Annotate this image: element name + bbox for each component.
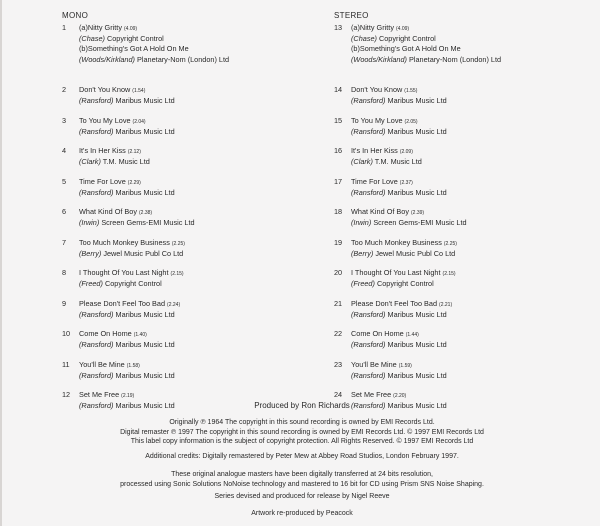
- composer: (Berry): [351, 248, 374, 258]
- track-duration: (2.39): [411, 210, 425, 216]
- artwork-credit: Artwork re-produced by Peacock: [251, 510, 353, 517]
- track-title: You'll Be Mine: [79, 359, 125, 369]
- track-22: [334, 329, 584, 360]
- track-title: It's In Her Kiss: [79, 146, 126, 155]
- track-duration: (2.05): [404, 118, 418, 125]
- track-number: 20: [334, 268, 343, 277]
- track-title: Set Me Free: [351, 390, 392, 399]
- composer: (Clark): [351, 157, 373, 167]
- composer: (Irwin): [79, 218, 100, 228]
- track-duration: (2.37): [399, 179, 413, 186]
- track-title: What Kind Of Boy: [351, 207, 409, 216]
- track-duration: (2.20): [393, 393, 407, 399]
- publisher: Jewel Music Publ Co Ltd: [103, 248, 184, 258]
- publisher: Maribus Music Ltd: [387, 309, 447, 319]
- composer: (Ransford): [79, 309, 114, 319]
- track-21: [334, 299, 584, 330]
- composer: (Ransford): [351, 96, 386, 106]
- track-number: 12: [62, 390, 71, 399]
- producer-credit: Produced by Ron Richards: [254, 401, 350, 410]
- track-18: [334, 207, 584, 238]
- mono-heading: MONO: [62, 11, 89, 20]
- track-1: [62, 23, 312, 85]
- track-title-b: (b)Something's Got A Hold On Me: [79, 44, 189, 54]
- track-duration: (2.21): [439, 301, 453, 308]
- additional-credits: Additional credits: Digitally remastered by Peter Mew at Abbey Road Studios, London February 1997.: [145, 453, 459, 460]
- track-title: Please Don't Feel Too Bad: [79, 298, 166, 308]
- track-4: [62, 146, 312, 177]
- track-number: 22: [334, 329, 343, 338]
- composer: (Ransford): [351, 126, 386, 136]
- track-title: To You My Love: [351, 115, 403, 125]
- stereo-column: [334, 10, 584, 421]
- track-title: (a)Nitty Gritty: [79, 23, 122, 32]
- publisher: Maribus Music Ltd: [115, 309, 175, 319]
- mastering-line: processed using Sonic Solutions NoNoise technology and mastered to 16 bit for CD using Prism SNS Noise Shaping.: [120, 480, 484, 488]
- publisher: Copyright Control: [376, 279, 434, 289]
- track-title-b: (b)Something's Got A Hold On Me: [351, 44, 461, 54]
- track-duration: (2.04): [132, 118, 146, 125]
- track-title: Don't You Know: [351, 85, 403, 94]
- copyright-line: This label copy information is the subject of copyright protection. All Rights Reserved. © 1997 EMI Records Ltd: [130, 438, 474, 446]
- track-10: [62, 329, 312, 360]
- track-duration: (2.15): [170, 271, 184, 277]
- track-duration: (2.12): [127, 149, 141, 155]
- track-duration: (2.09): [399, 149, 413, 155]
- track-number: 3: [62, 115, 67, 125]
- track-7: [62, 238, 312, 269]
- track-title: Time For Love: [79, 176, 126, 186]
- publisher-b: Planetary-Nom (London) Ltd: [137, 54, 230, 64]
- track-number: 21: [334, 298, 343, 308]
- track-duration: (1.55): [404, 88, 418, 94]
- composer: (Ransford): [79, 401, 114, 411]
- publisher: Copyright Control: [378, 34, 436, 44]
- composer-b: (Woods/Kirkland): [351, 54, 407, 64]
- composer: (Clark): [79, 157, 101, 167]
- track-title: Too Much Monkey Business: [79, 237, 170, 247]
- track-title: I Thought Of You Last Night: [79, 268, 169, 277]
- track-8: [62, 268, 312, 299]
- track-number: 8: [62, 268, 67, 277]
- track-number: 19: [334, 237, 343, 247]
- track-number: 4: [62, 146, 67, 155]
- track-duration: (2.38): [139, 210, 153, 216]
- stereo-heading: STEREO: [334, 11, 369, 20]
- publisher: Maribus Music Ltd: [387, 126, 447, 136]
- track-number: 10: [62, 329, 71, 338]
- publisher: Jewel Music Publ Co Ltd: [375, 248, 456, 258]
- track-title: To You My Love: [79, 115, 131, 125]
- track-title: It's In Her Kiss: [351, 146, 398, 155]
- track-duration: (2.25): [443, 240, 457, 247]
- track-duration: (2.25): [171, 240, 185, 247]
- publisher: T.M. Music Ltd: [102, 157, 150, 167]
- track-title: Come On Home: [351, 329, 404, 338]
- track-13: [334, 23, 584, 85]
- publisher: Copyright Control: [104, 279, 162, 289]
- publisher: T.M. Music Ltd: [374, 157, 422, 167]
- track-number: 23: [334, 359, 343, 369]
- track-20: [334, 268, 584, 299]
- publisher: Maribus Music Ltd: [387, 401, 447, 411]
- track-16: [334, 146, 584, 177]
- composer: (Freed): [79, 279, 103, 289]
- copyright-line: Originally ℗ 1964 The copyright in this sound recording is owned by EMI Records Ltd.: [169, 419, 435, 426]
- track-title: You'll Be Mine: [351, 359, 397, 369]
- composer: (Ransford): [79, 340, 114, 350]
- mono-column: [62, 10, 312, 421]
- composer: (Chase): [351, 34, 377, 44]
- publisher: Maribus Music Ltd: [115, 401, 175, 411]
- track-number: 2: [62, 85, 67, 94]
- track-title: Time For Love: [351, 176, 398, 186]
- publisher: Maribus Music Ltd: [115, 187, 175, 197]
- publisher: Copyright Control: [106, 34, 164, 44]
- track-5: [62, 177, 312, 208]
- track-17: [334, 177, 584, 208]
- composer: (Ransford): [79, 370, 114, 380]
- track-title: Set Me Free: [79, 390, 120, 399]
- track-14: [334, 85, 584, 116]
- composer-b: (Woods/Kirkland): [79, 54, 135, 64]
- track-duration: (2.19): [121, 393, 135, 399]
- track-number: 13: [334, 23, 343, 32]
- track-duration: (1.54): [132, 88, 146, 94]
- track-duration: (2.29): [127, 179, 141, 186]
- track-23: [334, 360, 584, 391]
- track-title: What Kind Of Boy: [79, 207, 137, 216]
- track-title: Too Much Monkey Business: [351, 237, 442, 247]
- mastering-line: These original analogue masters have been digitally transferred at 24 bits resolution,: [171, 471, 433, 478]
- track-duration: (4.09): [123, 26, 138, 32]
- publisher-b: Planetary-Nom (London) Ltd: [409, 54, 502, 64]
- publisher: Screen Gems-EMI Music Ltd: [101, 218, 195, 228]
- track-number: 16: [334, 146, 343, 155]
- track-number: 17: [334, 176, 343, 186]
- publisher: Maribus Music Ltd: [115, 126, 175, 136]
- track-title: Come On Home: [79, 329, 132, 338]
- composer: (Ransford): [79, 187, 114, 197]
- track-duration: (2.24): [167, 301, 181, 308]
- track-3: [62, 116, 312, 147]
- publisher: Maribus Music Ltd: [387, 96, 447, 106]
- publisher: Maribus Music Ltd: [387, 340, 447, 350]
- composer: (Ransford): [351, 187, 386, 197]
- track-duration: (1.40): [133, 332, 147, 338]
- copyright-notice: [2, 418, 600, 447]
- composer: (Freed): [351, 279, 375, 289]
- copyright-line: Digital remaster ℗ 1997 The copyright in this sound recording is owned by EMI Records Ltd. © 1997 EMI Records Ltd: [120, 428, 484, 436]
- composer: (Irwin): [351, 218, 372, 228]
- track-title: (a)Nitty Gritty: [351, 23, 394, 32]
- track-number: 24: [334, 390, 343, 399]
- publisher: Maribus Music Ltd: [387, 187, 447, 197]
- track-number: 9: [62, 298, 67, 308]
- track-title: I Thought Of You Last Night: [351, 268, 441, 277]
- track-6: [62, 207, 312, 238]
- mastering-notes: [2, 470, 600, 489]
- composer: (Ransford): [351, 401, 386, 411]
- series-credit: Series devised and produced for release by Nigel Reeve: [214, 493, 390, 500]
- track-duration: (2.15): [442, 271, 456, 277]
- composer: (Ransford): [351, 340, 386, 350]
- track-duration: (4.09): [395, 26, 410, 32]
- track-duration: (1.59): [398, 362, 412, 369]
- track-number: 5: [62, 176, 67, 186]
- track-title: Don't You Know: [79, 85, 131, 94]
- composer: (Chase): [79, 34, 105, 44]
- track-11: [62, 360, 312, 391]
- track-number: 7: [62, 237, 67, 247]
- track-duration: (1.44): [405, 332, 419, 338]
- track-title: Please Don't Feel Too Bad: [351, 298, 438, 308]
- composer: (Ransford): [351, 370, 386, 380]
- track-2: [62, 85, 312, 116]
- publisher: Maribus Music Ltd: [115, 340, 175, 350]
- track-9: [62, 299, 312, 330]
- composer: (Ransford): [79, 96, 114, 106]
- publisher: Maribus Music Ltd: [387, 370, 447, 380]
- track-duration: (1.58): [126, 362, 140, 369]
- track-19: [334, 238, 584, 269]
- composer: (Ransford): [351, 309, 386, 319]
- track-15: [334, 116, 584, 147]
- publisher: Maribus Music Ltd: [115, 370, 175, 380]
- track-number: 1: [62, 23, 67, 32]
- track-number: 15: [334, 115, 343, 125]
- publisher: Maribus Music Ltd: [115, 96, 175, 106]
- composer: (Ransford): [79, 126, 114, 136]
- track-number: 18: [334, 207, 343, 216]
- track-number: 11: [62, 359, 70, 369]
- track-number: 14: [334, 85, 343, 94]
- composer: (Berry): [79, 248, 102, 258]
- track-number: 6: [62, 207, 67, 216]
- publisher: Screen Gems-EMI Music Ltd: [373, 218, 467, 228]
